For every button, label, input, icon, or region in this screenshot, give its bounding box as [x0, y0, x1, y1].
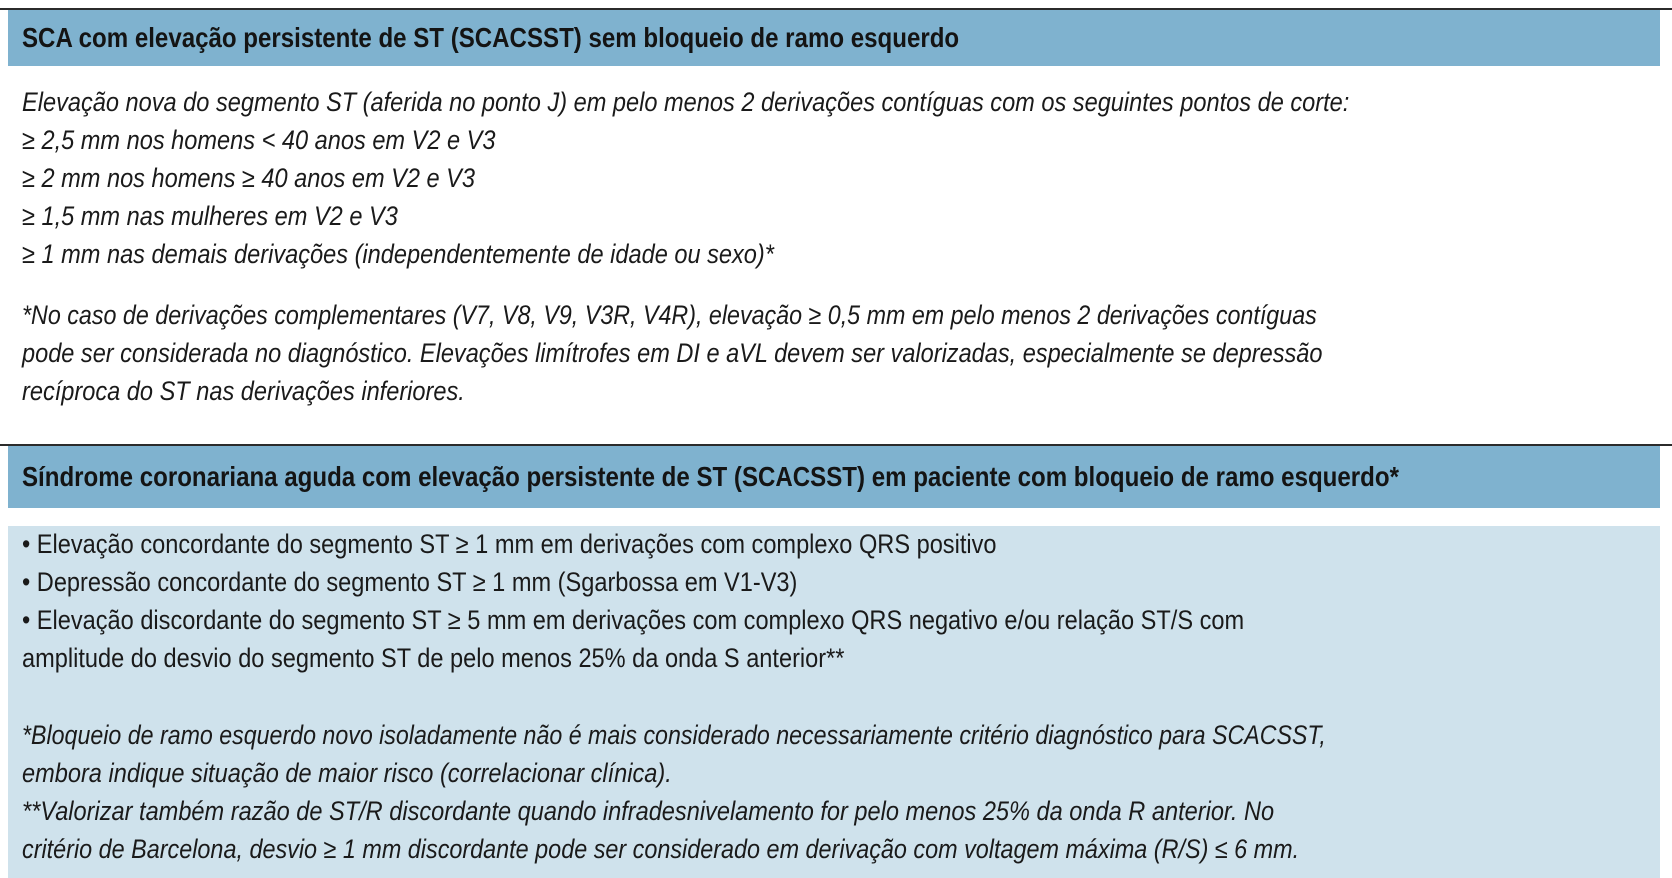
section1-footnote — [8, 296, 1660, 410]
section1-header — [8, 10, 1660, 66]
section1-footnote-line: *No caso de derivações complementares (V7, V8, V9, V3R, V4R), elevação ≥ 0,5 mm em pelo menos 2 derivações contíguas — [22, 300, 1317, 330]
section1-footnote-line: pode ser considerada no diagnóstico. Elevações limítrofes em DI e aVL devem ser valorizadas, especialmente se depressão — [22, 338, 1323, 368]
section2-footnote-line: critério de Barcelona, desvio ≥ 1 mm discordante pode ser considerado em derivação com voltagem máxima (R/S) ≤ 6 mm. — [22, 834, 1300, 864]
section2-footnote — [8, 716, 1660, 868]
section2-title: Síndrome coronariana aguda com elevação persistente de ST (SCACSST) em paciente com bloqueio de ramo esquerdo* — [22, 461, 1399, 492]
section1-body — [8, 83, 1660, 273]
section1-footnote-line: recíproca do ST nas derivações inferiores. — [22, 376, 465, 406]
section2-bullet-continuation: amplitude do desvio do segmento ST de pelo menos 25% da onda S anterior** — [22, 643, 845, 673]
section1-line: ≥ 2 mm nos homens ≥ 40 anos em V2 e V3 — [22, 163, 476, 193]
section1-line: Elevação nova do segmento ST (aferida no ponto J) em pelo menos 2 derivações contíguas com os seguintes pontos de corte: — [22, 87, 1350, 117]
section1-line: ≥ 1 mm nas demais derivações (independentemente de idade ou sexo)* — [22, 239, 774, 269]
section2-body — [8, 525, 1660, 677]
section1-title: SCA com elevação persistente de ST (SCACSST) sem bloqueio de ramo esquerdo — [22, 22, 960, 53]
section1-line: ≥ 2,5 mm nos homens < 40 anos em V2 e V3 — [22, 125, 496, 155]
section2-footnote-line: embora indique situação de maior risco (correlacionar clínica). — [22, 758, 672, 788]
section2-footnote-line: *Bloqueio de ramo esquerdo novo isoladamente não é mais considerado necessariamente critério diagnóstico para SCACSST, — [22, 720, 1326, 750]
section2-header — [8, 446, 1660, 508]
section2-footnote-line: **Valorizar também razão de ST/R discordante quando infradesnivelamento for pelo menos 25% da onda R anterior. No — [22, 796, 1275, 826]
section2-bullet: • Elevação concordante do segmento ST ≥ 1 mm em derivações com complexo QRS positivo — [22, 529, 997, 559]
section2-bullet: • Elevação discordante do segmento ST ≥ 5 mm em derivações com complexo QRS negativo e/ou relação ST/S com — [22, 605, 1245, 635]
section2-bullet: • Depressão concordante do segmento ST ≥ 1 mm (Sgarbossa em V1-V3) — [22, 567, 798, 597]
section1-line: ≥ 1,5 mm nas mulheres em V2 e V3 — [22, 201, 398, 231]
